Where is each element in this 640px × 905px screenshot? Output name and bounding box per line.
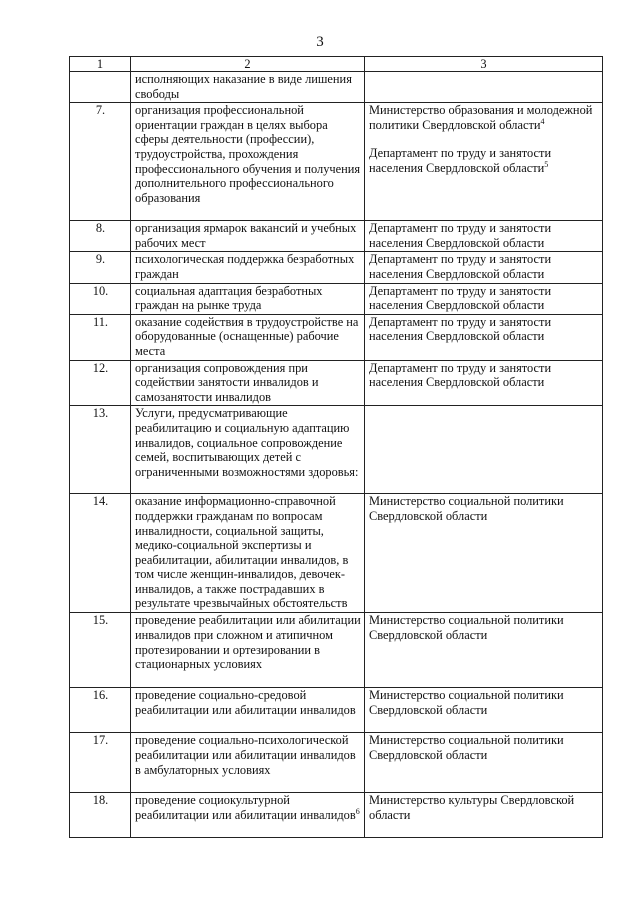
organization-cell: Министерство социальной политики Свердловской области: [365, 494, 603, 613]
organization-cell: [365, 103, 603, 221]
row-number: 14.: [70, 494, 131, 613]
column-header-service: 2: [131, 57, 365, 72]
organization-text: Департамент по труду и занятости населения Свердловской области: [369, 146, 552, 175]
row-number: 11.: [70, 314, 131, 360]
service-cell: проведение реабилитации или абилитации инвалидов при сложном и атипичном протезировании и ортезировании в стационарных условиях: [131, 613, 365, 688]
organization-cell: Департамент по труду и занятости населения Свердловской области: [365, 360, 603, 406]
row-number: 16.: [70, 688, 131, 733]
organization-cell: Департамент по труду и занятости населения Свердловской области: [365, 252, 603, 283]
organization-cell: Департамент по труду и занятости населения Свердловской области: [365, 283, 603, 314]
service-cell: проведение социально-психологической реабилитации или абилитации инвалидов в амбулаторных условиях: [131, 733, 365, 793]
service-text: проведение социокультурной реабилитации или абилитации инвалидов: [135, 793, 356, 822]
organization-text: Министерство образования и молодежной политики Свердловской области: [369, 103, 593, 132]
service-cell: исполняющих наказание в виде лишения свободы: [131, 72, 365, 103]
service-cell: организация сопровождения при содействии занятости инвалидов и самозанятости инвалидов: [131, 360, 365, 406]
row-number: 17.: [70, 733, 131, 793]
service-cell: [131, 793, 365, 838]
table-header-row: [70, 57, 603, 72]
row-number: 13.: [70, 406, 131, 494]
page-number: 3: [316, 34, 324, 50]
organization-cell: Министерство социальной политики Свердловской области: [365, 613, 603, 688]
table-row: [70, 793, 603, 838]
footnote-marker: 6: [355, 806, 360, 816]
table-row: [70, 406, 603, 494]
table-row: [70, 613, 603, 688]
organization-cell: Министерство социальной политики Свердловской области: [365, 688, 603, 733]
organization-cell: Министерство культуры Свердловской области: [365, 793, 603, 838]
row-number: 7.: [70, 103, 131, 221]
organization-cell: [365, 72, 603, 103]
organization-cell: Министерство социальной политики Свердловской области: [365, 733, 603, 793]
table-row: [70, 494, 603, 613]
services-table: [69, 56, 603, 838]
row-number: 9.: [70, 252, 131, 283]
row-number: 10.: [70, 283, 131, 314]
organization-cell: Департамент по труду и занятости населения Свердловской области: [365, 314, 603, 360]
service-cell: проведение социально-средовой реабилитации или абилитации инвалидов: [131, 688, 365, 733]
service-cell: оказание содействия в трудоустройстве на оборудованные (оснащенные) рабочие места: [131, 314, 365, 360]
table-row: [70, 283, 603, 314]
table-row: [70, 252, 603, 283]
column-header-organization: 3: [365, 57, 603, 72]
table-row: [70, 360, 603, 406]
service-cell: социальная адаптация безработных граждан на рынке труда: [131, 283, 365, 314]
table-row: [70, 103, 603, 221]
column-header-number: 1: [70, 57, 131, 72]
service-cell: Услуги, предусматривающие реабилитацию и социальную адаптацию инвалидов, социальное сопровождение семей, воспитывающих детей с ограниченными возможностями здоровья:: [131, 406, 365, 494]
organization-cell: [365, 406, 603, 494]
table-row: [70, 688, 603, 733]
row-number: 8.: [70, 221, 131, 252]
service-cell: организация профессиональной ориентации граждан в целях выбора сферы деятельности (профессии), трудоустройства, прохождения профессионального обучения и получения дополнительного профессионального образования: [131, 103, 365, 221]
service-cell: организация ярмарок вакансий и учебных рабочих мест: [131, 221, 365, 252]
row-number: 12.: [70, 360, 131, 406]
row-number: [70, 72, 131, 103]
table-row: [70, 221, 603, 252]
table-row: [70, 72, 603, 103]
table-row: [70, 314, 603, 360]
row-number: 18.: [70, 793, 131, 838]
organization-cell: Департамент по труду и занятости населения Свердловской области: [365, 221, 603, 252]
service-cell: оказание информационно-справочной поддержки гражданам по вопросам инвалидности, социальной защиты, медико-социальной экспертизы и реабилитации, абилитации инвалидов, в том числе женщин-инвалидов, девочек-инвалидов, а также пострадавших в результате чрезвычайных обстоятельств: [131, 494, 365, 613]
row-number: 15.: [70, 613, 131, 688]
table-row: [70, 733, 603, 793]
service-cell: психологическая поддержка безработных граждан: [131, 252, 365, 283]
footnote-marker: 4: [540, 116, 545, 126]
footnote-marker: 5: [544, 159, 549, 169]
